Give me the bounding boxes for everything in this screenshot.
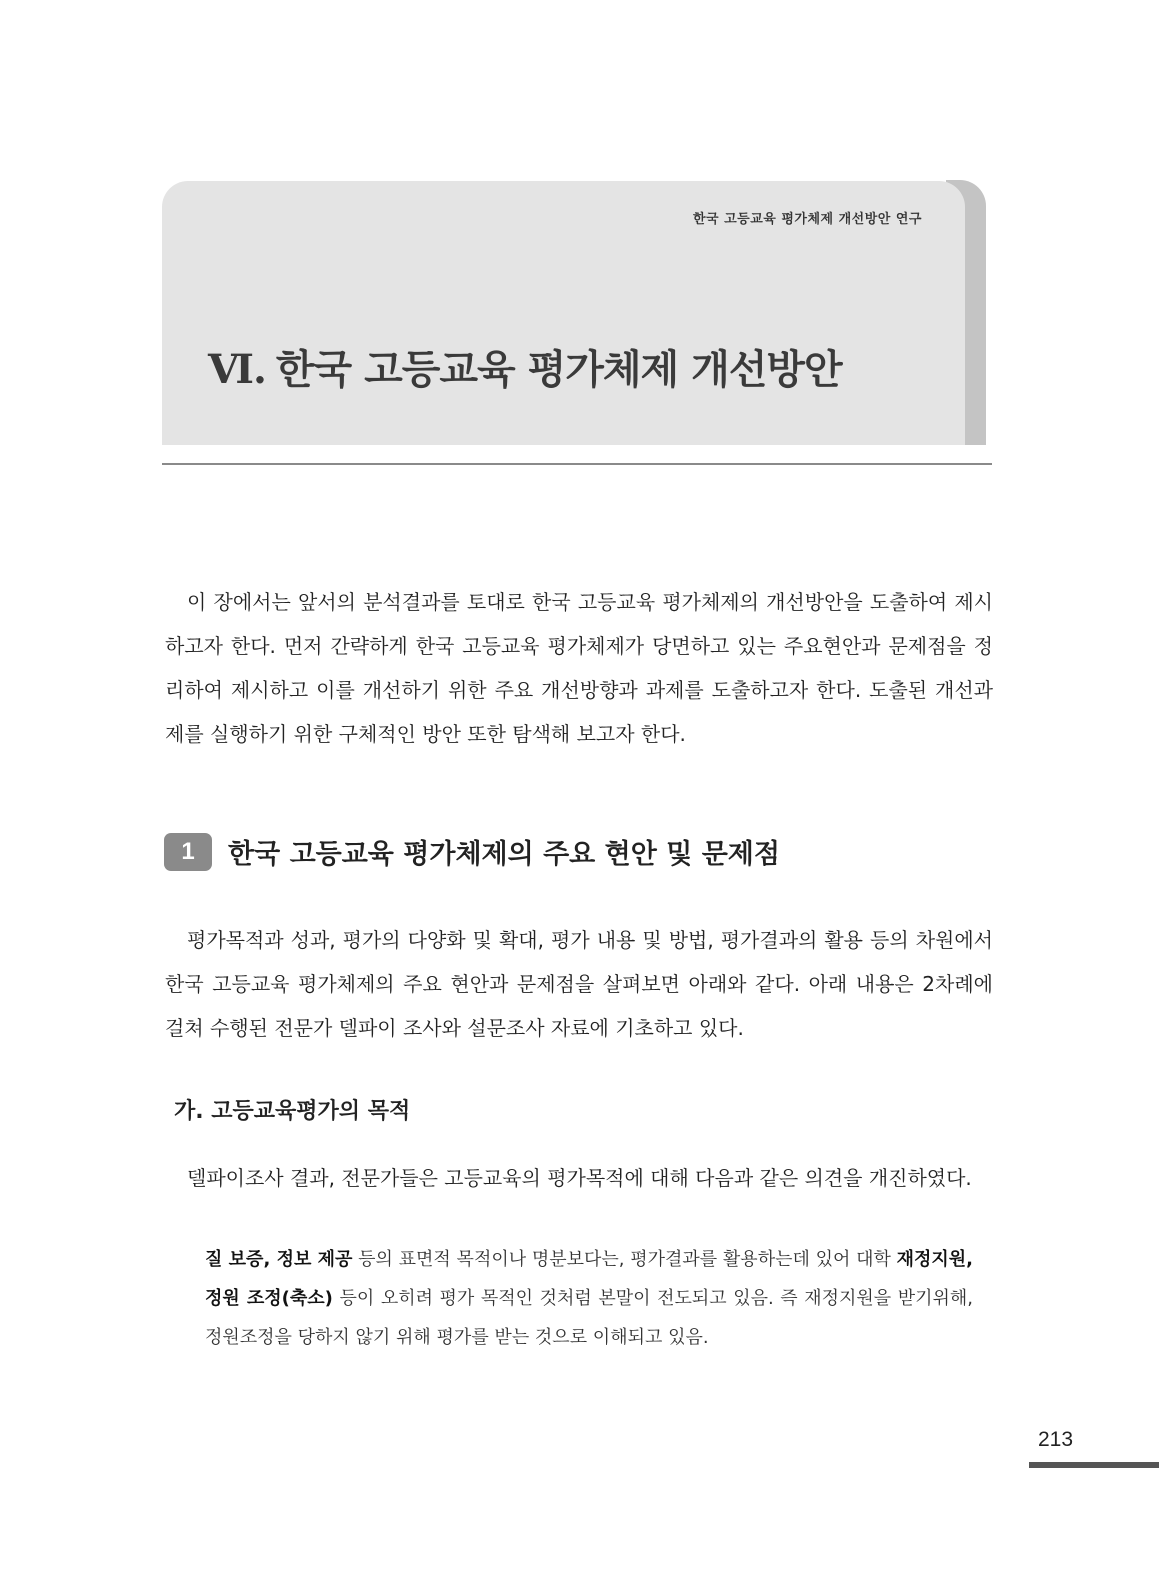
header-divider — [162, 463, 992, 465]
chapter-title-text: 한국 고등교육 평가체제 개선방안 — [275, 347, 842, 393]
section-paragraph: 평가목적과 성과, 평가의 다양화 및 확대, 평가 내용 및 방법, 평가결과의 활용 등의 차원에서 한국 고등교육 평가체제의 주요 현안과 문제점을 살펴보면 아래와 같다. 아래 내용은 2차례에 걸쳐 수행된 전문가 델파이 조사와 설문조사 자료에 기초하고 있다. — [165, 928, 993, 1040]
subsection-paragraph: 델파이조사 결과, 전문가들은 고등교육의 평가목적에 대해 다음과 같은 의견을 개진하였다. — [187, 1166, 972, 1190]
section-title: 한국 고등교육 평가체제의 주요 현안 및 문제점 — [228, 839, 780, 870]
delphi-quote — [205, 1240, 973, 1357]
page-number: 213 — [1038, 1428, 1074, 1451]
section-heading — [164, 832, 780, 871]
chapter-number: Ⅵ. — [208, 346, 266, 393]
chapter-title — [208, 338, 842, 395]
running-title: 한국 고등교육 평가체제 개선방안 연구 — [692, 212, 922, 227]
intro-paragraph: 이 장에서는 앞서의 분석결과를 토대로 한국 고등교육 평가체제의 개선방안을 도출하여 제시하고자 한다. 먼저 간략하게 한국 고등교육 평가체제가 당면하고 있는 주요현안과 문제점을 정리하여 제시하고 이를 개선하기 위한 주요 개선방향과 과제를 도출하고자 한다. 도출된 개선과제를 실행하기 위한 구체적인 방안 또한 탐색해 보고자 한다. — [165, 590, 993, 746]
subsection-title: 가. 고등교육평가의 목적 — [174, 1099, 411, 1124]
quote-bold-2: 재정지원, 정원 조정(축소) — [205, 1249, 974, 1309]
quote-text-1: 등의 표면적 목적이나 명분보다는, 평가결과를 활용하는데 있어 대학 — [352, 1249, 897, 1270]
section-number-badge: 1 — [164, 833, 212, 871]
page-number-rule — [1029, 1462, 1159, 1468]
quote-bold-1: 질 보증, 정보 제공 — [205, 1249, 353, 1270]
quote-text-2: 등이 오히려 평가 목적인 것처럼 본말이 전도되고 있음. 즉 재정지원을 받기위해, 정원조정을 당하지 않기 위해 평가를 받는 것으로 이해되고 있음. — [205, 1288, 973, 1348]
